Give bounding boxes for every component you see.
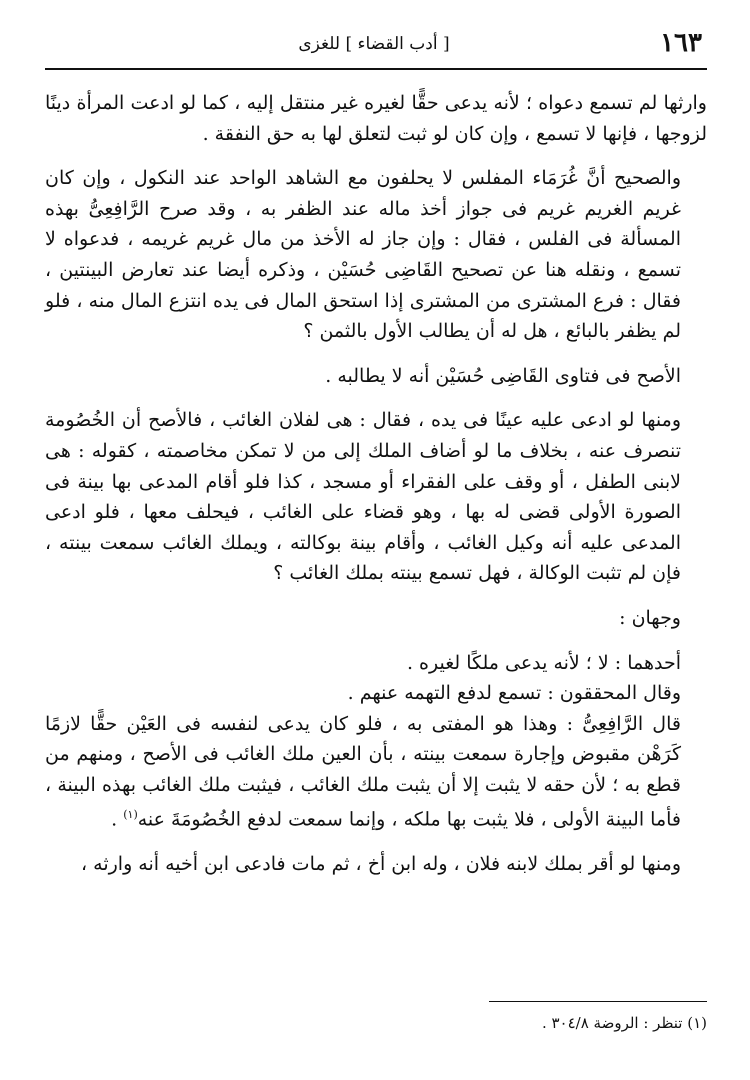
footnote-rule <box>489 1001 707 1002</box>
running-title: [ أدب القضاء ] للغزى <box>298 34 450 54</box>
header-rule <box>45 68 707 70</box>
paragraph-8-text: قال الرَّافِعِىُّ : وهذا هو المفتى به ، فلو كان يدعى لنفسه فى العَيْن حقًّا لازمًا كَرَهْن مقبوض وإجارة سمعت بينته ، بأن العين ملك الغائب فى الأصح ، ومنهم من قطع به ؛ لأن حقه لا يثبت إلا أن يثبت ملك الغائب ، فيثبت ملك الغائب بهذه البينة ، فأما البينة الأولى ، فلا يثبت بها ملكه ، وإنما سمعت لدفع الخُصُومَةَ عنه <box>45 712 681 831</box>
footnote: (١) تنظر : الروضة ٣٠٤/٨ . <box>541 1014 707 1032</box>
page-header <box>40 24 708 64</box>
paragraph-2: والصحيح أنَّ غُرَمَاء المفلس لا يحلفون مع الشاهد الواحد عند النكول ، وإن كان غريم الغريم غريم فى جواز أخذ ماله عند الظفر به ، وقد صرح الرَّافِعِىُّ بهذه المسألة فى الفلس ، فقال : وإن جاز له الأخذ من مال غريم غريمه ، فدعواه لا تسمع ، ونقله هنا عن تصحيح القَاضِى حُسَيْن ، وذكره أيضا عند تعارض البينتين ، فقال : فرع المشترى من المشترى إذا استحق المال فى يده انتزع المال منه ، فلو لم يظفر بالبائع ، هل له أن يطالب الأول بالثمن ؟ <box>45 167 681 343</box>
paragraph-9: ومنها لو أقر بملك لابنه فلان ، وله ابن أخ ، ثم مات فادعى ابن أخيه أنه وارثه ، <box>80 853 681 876</box>
paragraph-8 <box>45 709 707 836</box>
paragraph-7: وقال المحققون : تسمع لدفع التهمه عنهم . <box>347 682 681 705</box>
paragraph-4: ومنها لو ادعى عليه عينًا فى يده ، فقال : هى لفلان الغائب ، فالأصح أن الخُصُومة تنصرف عنه ، بخلاف ما لو أضاف الملك إلى من لا تمكن مخاصمته ، كقوله : هى لابنى الطفل ، أو وقف على الفقراء أو مسجد ، كذا فلو أقام المدعى بها بينة فى الصورة الأولى قضى له بها ، وهو قضاء على الغائب ، فيحلف معها ، فلو ادعى المدعى عليه أنه وكيل الغائب ، وأقام بينة بوكالته ، ويملك الغائب سمعت بينته ، فإن لم تثبت الوكالة ، فهل تسمع بينته بملك الغائب ؟ <box>45 409 681 585</box>
paragraph-5: وجهان : <box>619 606 681 629</box>
paragraph-8-end: . <box>111 808 124 831</box>
paragraph-3: الأصح فى فتاوى القَاضِى حُسَيْن أنه لا يطالبه . <box>325 364 681 387</box>
paragraph-6: أحدهما : لا ؛ لأنه يدعى ملكًا لغيره . <box>406 651 681 674</box>
page-body <box>45 88 707 880</box>
paragraph-1: وارثها لم تسمع دعواه ؛ لأنه يدعى حقًّا لغيره غير منتقل إليه ، كما لو ادعت المرأة دينًا لزوجها ، فإنها لا تسمع ، وإن كان لو ثبت لتعلق لها به حق النفقة . <box>45 92 707 145</box>
footnote-reference: (١) <box>123 808 138 822</box>
page-number: ١٦٣ <box>660 28 702 58</box>
